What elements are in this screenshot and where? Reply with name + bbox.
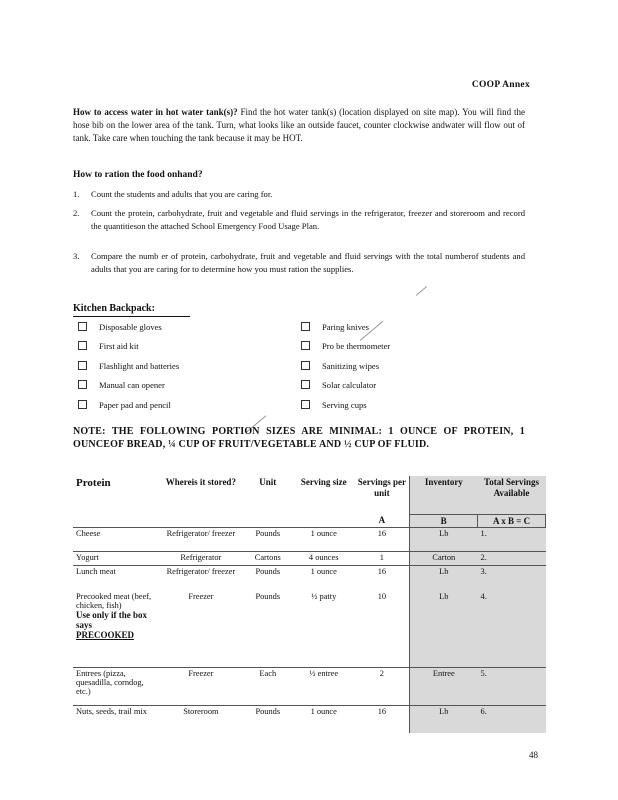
serving-size-header: Serving size <box>300 477 347 487</box>
step-number: 2. <box>73 208 80 218</box>
kitchen-backpack-title: Kitchen Backpack: <box>73 303 155 314</box>
inventory-header: Inventory <box>410 476 478 514</box>
checkbox-icon <box>301 380 310 389</box>
checkbox-icon <box>301 361 310 370</box>
backpack-item: Paper pad and pencil <box>78 400 171 410</box>
column-b-label: B <box>410 514 478 527</box>
water-access-paragraph <box>73 106 525 145</box>
backpack-item: Disposable gloves <box>78 322 162 332</box>
checkbox-icon <box>301 322 310 331</box>
table-row: Entrees (pizza, quesadilla, corndog, etc.) Freezer Each ½ entree 2 Entree 5. <box>73 667 546 705</box>
ration-question: How to ration the food onhand? <box>73 170 203 180</box>
column-c-formula: A x B = C <box>478 514 546 527</box>
table-header-row <box>73 476 546 514</box>
protein-header: Protein <box>76 477 111 489</box>
checkbox-icon <box>301 341 310 350</box>
backpack-item: Serving cups <box>301 400 367 410</box>
backpack-item: Sanitizing wipes <box>301 361 379 371</box>
unit-header: Unit <box>259 477 277 487</box>
pen-mark <box>416 286 427 296</box>
checkbox-icon <box>78 400 87 409</box>
table-row: Precooked meat (beef, chicken, fish) Use only if the box says PRECOOKED Freezer Pounds ½ patty 10 Lb 4. <box>73 591 546 667</box>
total-servings-header: Total Servings Available <box>478 476 546 514</box>
checkbox-icon <box>78 322 87 331</box>
where-stored-header: Whereis it stored? <box>165 477 236 487</box>
backpack-item: Flashlight and batteries <box>78 361 179 371</box>
step-number: 1. <box>73 189 80 199</box>
formula-row <box>73 514 546 527</box>
backpack-item: Manual can opener <box>78 380 165 390</box>
checkbox-icon <box>301 400 310 409</box>
page-number: 48 <box>529 750 538 760</box>
backpack-item: Paring knives <box>301 322 369 332</box>
backpack-item: Pro be thermometer <box>301 341 390 351</box>
table-row: Cheese Refrigerator/ freezer Pounds 1 ounce 16 Lb 1. <box>73 527 546 551</box>
protein-inventory-table <box>73 476 546 733</box>
checkbox-icon <box>78 361 87 370</box>
backpack-item: Solar calculator <box>301 380 376 390</box>
backpack-item: First aid kit <box>78 341 139 351</box>
table-row: Yogurt Refrigerator Cartons 4 ounces 1 Carton 2. <box>73 551 546 565</box>
annex-header: COOP Annex <box>471 80 530 90</box>
water-access-question: How to access water in hot water tank(s)? <box>73 107 238 117</box>
step-number: 3. <box>73 251 80 261</box>
checkbox-icon <box>78 341 87 350</box>
step-text: Count the students and adults that you are caring for. <box>91 189 273 199</box>
servings-per-unit-header: Servings per unit <box>357 477 406 498</box>
column-a-label: A <box>378 515 386 525</box>
table-row: Nuts, seeds, trail mix Storeroom Pounds 1 ounce 16 Lb 6. <box>73 705 546 733</box>
checkbox-icon <box>78 380 87 389</box>
table-row: Lunch meat Refrigerator/ freezer Pounds 1 ounce 16 Lb 3. <box>73 565 546 591</box>
kitchen-backpack-underline <box>73 316 190 317</box>
step-text: Count the protein, carbohydrate, fruit and vegetable and fluid servings in the refrigerator, freezer and storeroom and record the quantitieson the attached School Emergency Food Usage Plan. <box>91 208 525 231</box>
portion-note: NOTE: THE FOLLOWING PORTION SIZES ARE MINIMAL: 1 OUNCE OF PROTEIN, 1 OUNCEOF BREAD, ¼ CUP OF FRUIT/VEGETABLE AND ½ CUP OF FLUID. <box>73 426 525 450</box>
step-text: Compare the numb er of protein, carbohydrate, fruit and vegetable and fluid servings with the total numberof students and adults that you are caring for to determine how you must ration the supplies. <box>91 251 525 274</box>
water-access-text: Find the hot water tank(s) (location displayed on site map). You will find the hose bib on the lower area of the tank. Turn, what looks like an outside faucet, counter clockwise andwater will flow out of tank. Take care when touching the tank because it may be HOT. <box>73 107 525 143</box>
